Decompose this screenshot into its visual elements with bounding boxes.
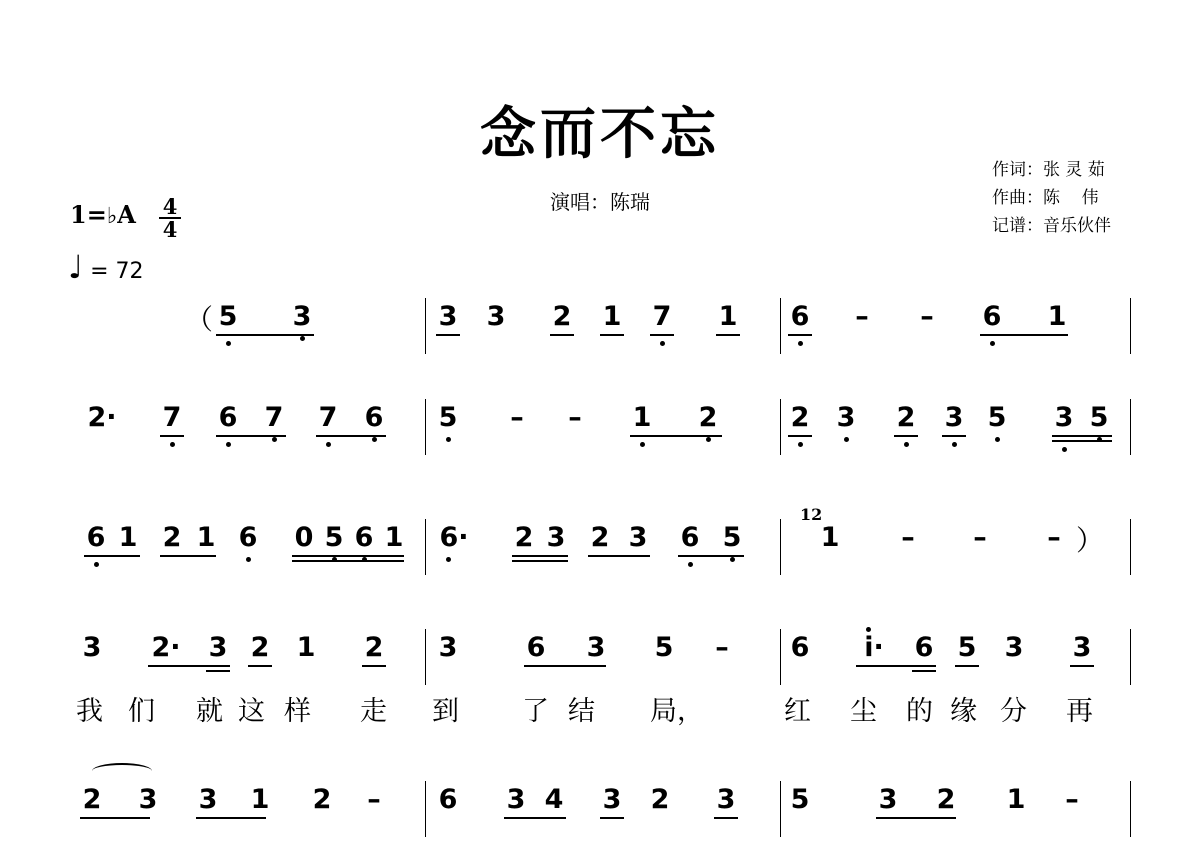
note: 6 [790, 301, 810, 332]
note: – [1047, 522, 1061, 553]
note: 3 [716, 784, 736, 815]
underline [980, 334, 1068, 336]
note: 2 [650, 784, 670, 815]
underline [292, 555, 404, 557]
low-octave-dot [94, 562, 99, 567]
low-octave-dot [326, 442, 331, 447]
underline [955, 665, 979, 667]
underline [714, 817, 738, 819]
open-paren: （ [185, 303, 214, 336]
note: 6 [680, 522, 700, 553]
underline [160, 435, 184, 437]
note: 1 [384, 522, 404, 553]
underline [196, 817, 266, 819]
note: – [920, 301, 934, 332]
underline [588, 555, 650, 557]
underline [600, 817, 624, 819]
note: 3 [1072, 632, 1092, 663]
underline [600, 334, 624, 336]
lyric-syllable: 到 [432, 696, 459, 727]
note: 3 [438, 632, 458, 663]
low-octave-dot [660, 341, 665, 346]
note: 3 [198, 784, 218, 815]
low-octave-dot [844, 437, 849, 442]
note: 5 [790, 784, 810, 815]
lyric-syllable: 就 [196, 696, 223, 727]
note: – [510, 402, 524, 433]
lyric-syllable: 红 [784, 696, 811, 727]
bar-line [1130, 298, 1131, 354]
underline [942, 435, 966, 437]
note: 2 [590, 522, 610, 553]
transcriber-credit: 记谱：音乐伙伴 [992, 216, 1111, 236]
underline [504, 817, 566, 819]
note: – [1065, 784, 1079, 815]
note: 1 [250, 784, 270, 815]
song-title: 念而不忘 [480, 101, 720, 167]
low-octave-dot [170, 442, 175, 447]
note: 0 [294, 522, 314, 553]
note: 7 [318, 402, 338, 433]
low-octave-dot [446, 557, 451, 562]
note: 6 [914, 632, 934, 663]
tempo-marking: ♩ = 72 [68, 248, 144, 286]
note: – [715, 632, 729, 663]
note: 2· [87, 402, 117, 433]
low-octave-dot [798, 442, 803, 447]
note: 3 [546, 522, 566, 553]
low-octave-dot [730, 557, 735, 562]
underline [876, 817, 956, 819]
underline [512, 560, 568, 562]
low-octave-dot [990, 341, 995, 346]
underline [912, 665, 936, 667]
quarter-note-icon: ♩ [68, 248, 84, 286]
note: 3 [438, 301, 458, 332]
note: 5 [987, 402, 1007, 433]
note: 1 [196, 522, 216, 553]
underline [912, 670, 936, 672]
underline [80, 817, 150, 819]
underline [362, 665, 386, 667]
bar-line [780, 781, 781, 837]
underline [524, 665, 606, 667]
note: 3 [506, 784, 526, 815]
underline [206, 665, 230, 667]
lyric-syllable: 了 [522, 696, 549, 727]
bar-line [780, 519, 781, 575]
lyric-syllable: 们 [128, 696, 155, 727]
note: 3 [138, 784, 158, 815]
lyric-syllable: 分 [1000, 696, 1027, 727]
underline [716, 334, 740, 336]
low-octave-dot [332, 557, 337, 562]
low-octave-dot [952, 442, 957, 447]
note: 2 [82, 784, 102, 815]
note: 2· [151, 632, 181, 663]
low-octave-dot [226, 341, 231, 346]
underline [160, 555, 216, 557]
underline [650, 334, 674, 336]
note: 1 [602, 301, 622, 332]
note: 4 [544, 784, 564, 815]
note: 5 [957, 632, 977, 663]
slur [92, 763, 152, 779]
note: 6 [438, 784, 458, 815]
lyric-syllable: 样 [284, 696, 311, 727]
underline [1052, 435, 1112, 437]
note: 3 [486, 301, 506, 332]
note: 5 [324, 522, 344, 553]
note: 1 [296, 632, 316, 663]
note: 3 [1004, 632, 1024, 663]
note: 3 [208, 632, 228, 663]
underline [216, 334, 314, 336]
note: – [973, 522, 987, 553]
note: 1 [820, 522, 840, 553]
low-octave-dot [798, 341, 803, 346]
note: 6 [982, 301, 1002, 332]
lyric-syllable: 这 [238, 696, 265, 727]
note: – [367, 784, 381, 815]
note: 3 [628, 522, 648, 553]
lyric-syllable: 再 [1066, 696, 1093, 727]
underline [248, 665, 272, 667]
low-octave-dot [640, 442, 645, 447]
underline [550, 334, 574, 336]
bar-line [1130, 399, 1131, 455]
lyric-syllable: 尘 [850, 696, 877, 727]
bar-line [425, 781, 426, 837]
underline [788, 334, 812, 336]
low-octave-dot [372, 437, 377, 442]
note: 6 [86, 522, 106, 553]
low-octave-dot [688, 562, 693, 567]
underline [512, 555, 568, 557]
low-octave-dot [246, 557, 251, 562]
note: 6 [238, 522, 258, 553]
underline [292, 560, 404, 562]
note: i· [864, 632, 884, 663]
high-octave-dot [866, 627, 871, 632]
note: – [568, 402, 582, 433]
note: 6 [364, 402, 384, 433]
low-octave-dot [272, 437, 277, 442]
low-octave-dot [1062, 447, 1067, 452]
low-octave-dot [300, 336, 305, 341]
low-octave-dot [706, 437, 711, 442]
bar-line [425, 519, 426, 575]
underline [788, 435, 812, 437]
lyric-syllable: 缘 [950, 696, 977, 727]
low-octave-dot [904, 442, 909, 447]
note: 6 [790, 632, 810, 663]
underline [206, 670, 230, 672]
composer-credit: 作曲：陈 伟 [992, 188, 1099, 208]
lyric-syllable: 我 [76, 696, 103, 727]
low-octave-dot [226, 442, 231, 447]
note: – [855, 301, 869, 332]
bar-line [780, 629, 781, 685]
note: 6 [526, 632, 546, 663]
note: 6· [439, 522, 469, 553]
note: 3 [82, 632, 102, 663]
bar-line [1130, 629, 1131, 685]
bar-line [780, 399, 781, 455]
note: 7 [652, 301, 672, 332]
note: 3 [836, 402, 856, 433]
note: 5 [654, 632, 674, 663]
note: 2 [514, 522, 534, 553]
note: 2 [250, 632, 270, 663]
bar-line [425, 298, 426, 354]
bar-line [1130, 781, 1131, 837]
bar-line [1130, 519, 1131, 575]
lyricist-credit: 作词：张 灵 茹 [992, 160, 1105, 180]
underline [84, 555, 140, 557]
note: 7 [264, 402, 284, 433]
note: 2 [364, 632, 384, 663]
note: 5 [218, 301, 238, 332]
note: 2 [552, 301, 572, 332]
close-paren: ） [1076, 524, 1105, 557]
note: 3 [586, 632, 606, 663]
note: 3 [292, 301, 312, 332]
note: 3 [602, 784, 622, 815]
singer-credit: 演唱：陈瑞 [550, 190, 650, 214]
underline [436, 334, 460, 336]
low-octave-dot [995, 437, 1000, 442]
lyric-syllable: 结 [568, 696, 595, 727]
low-octave-dot [362, 557, 367, 562]
note: 7 [162, 402, 182, 433]
note: – [901, 522, 915, 553]
bar-line [425, 399, 426, 455]
note: 5 [722, 522, 742, 553]
note: 2 [698, 402, 718, 433]
volta-marker: 12 [800, 505, 823, 524]
note: 5 [1089, 402, 1109, 433]
low-octave-dot [1097, 437, 1102, 442]
note: 6 [354, 522, 374, 553]
lyric-syllable: 局， [650, 696, 704, 727]
note: 1 [1006, 784, 1026, 815]
note: 1 [718, 301, 738, 332]
note: 6 [218, 402, 238, 433]
note: 3 [944, 402, 964, 433]
lyric-syllable: 的 [906, 696, 933, 727]
key-signature: 1=♭A [70, 200, 136, 229]
underline [1070, 665, 1094, 667]
note: 2 [162, 522, 182, 553]
note: 1 [1047, 301, 1067, 332]
note: 1 [118, 522, 138, 553]
note: 3 [1054, 402, 1074, 433]
bar-line [780, 298, 781, 354]
underline [894, 435, 918, 437]
note: 1 [632, 402, 652, 433]
bar-line [425, 629, 426, 685]
note: 5 [438, 402, 458, 433]
lyric-syllable: 走 [360, 696, 387, 727]
note: 3 [878, 784, 898, 815]
note: 2 [312, 784, 332, 815]
note: 2 [896, 402, 916, 433]
underline [1052, 440, 1112, 442]
low-octave-dot [446, 437, 451, 442]
note: 2 [790, 402, 810, 433]
note: 2 [936, 784, 956, 815]
time-signature: 4 4 [155, 196, 185, 240]
